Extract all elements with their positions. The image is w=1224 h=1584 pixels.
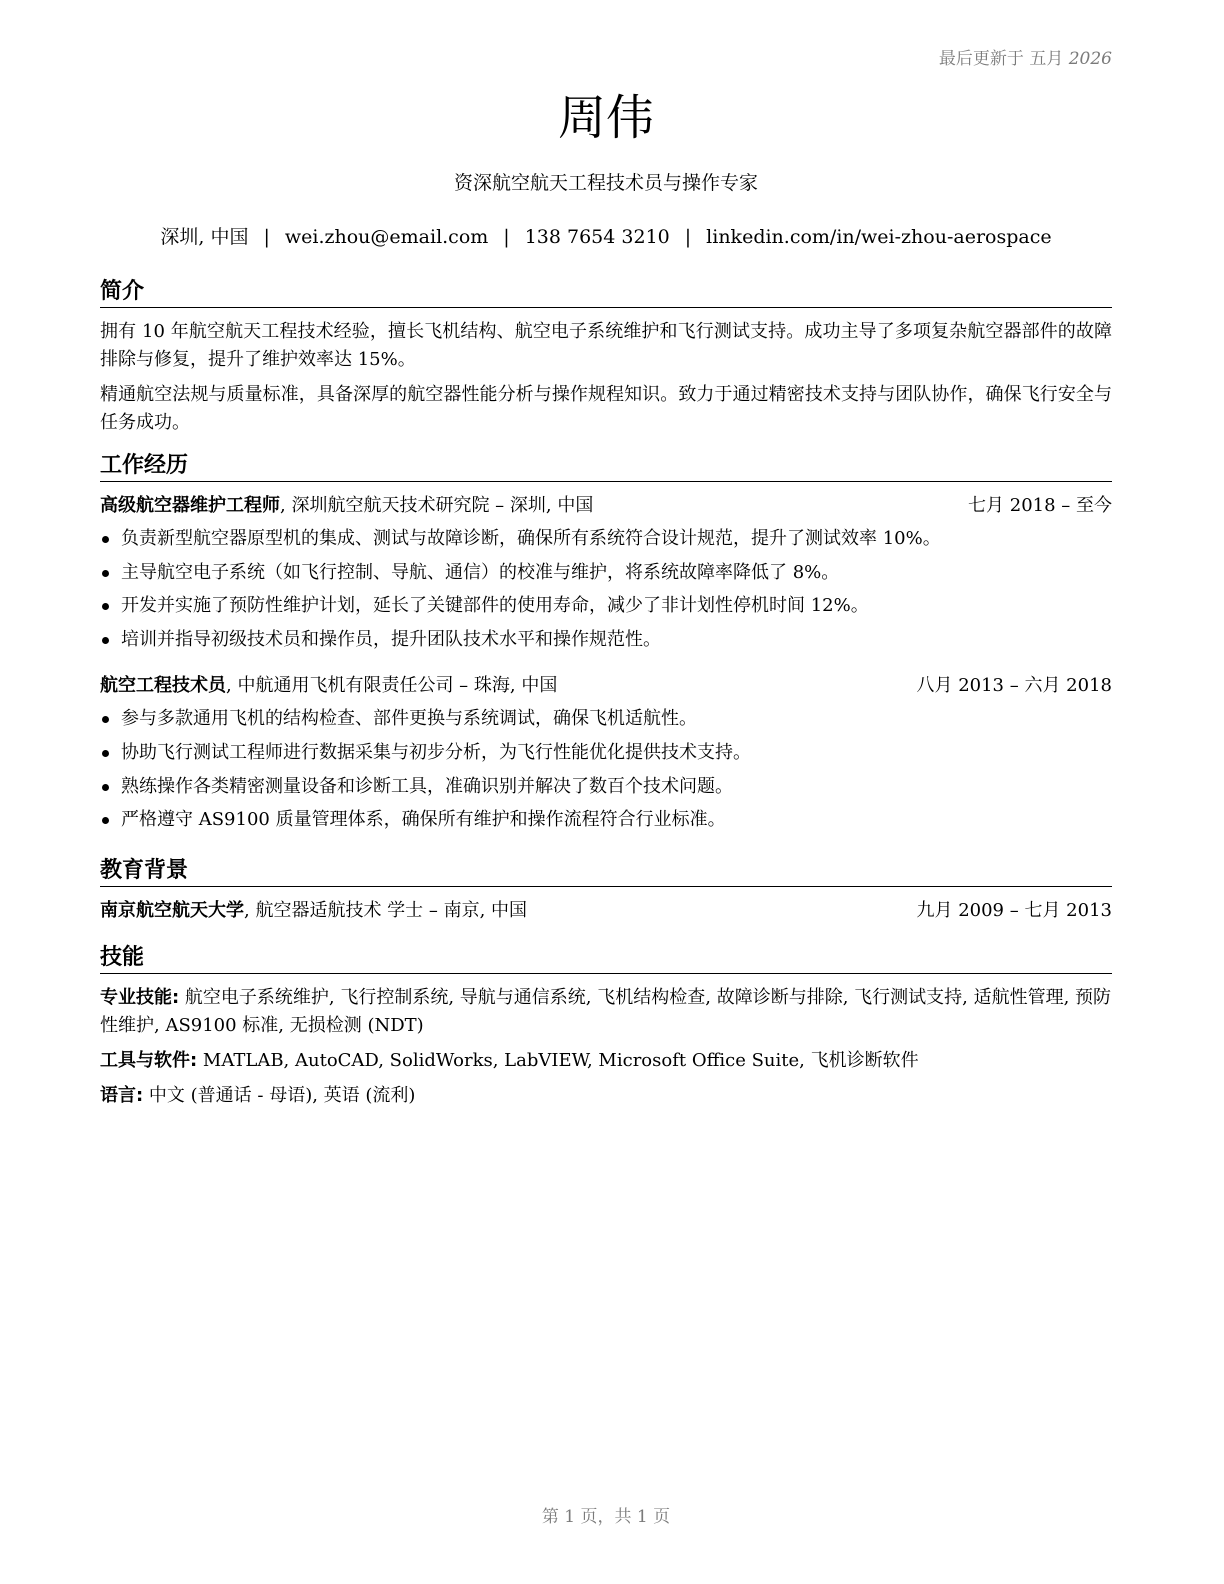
education-section [100,857,1112,925]
job-bullet: 开发并实施了预防性维护计划，延长了关键部件的使用寿命，减少了非计划性停机时间 12%。 [100,589,1112,623]
job-title: 高级航空器维护工程师 [100,495,280,516]
job-header [100,492,1112,520]
skill-label: 专业技能: [100,987,180,1008]
job-org: , 深圳航空航天技术研究院 – 深圳, 中国 [280,495,594,516]
skill-label: 语言: [100,1085,144,1106]
education-school: 南京航空航天大学 [100,900,244,921]
job-title: 航空工程技术员 [100,675,226,697]
job-header [100,672,1112,700]
contact-separator: | [263,226,270,248]
contact-location: 深圳, 中国 [160,226,249,248]
contact-separator: | [503,226,510,248]
resume-page [100,0,1112,1584]
section-title-summary: 简介 [100,278,1112,308]
job-bullet: 负责新型航空器原型机的集成、测试与故障诊断，确保所有系统符合设计规范，提升了测试效率 10%。 [100,522,1112,556]
summary-section [100,278,1112,444]
contact-phone: 138 7654 3210 [524,226,670,248]
contact-linkedin-link[interactable]: linkedin.com/in/wei-zhou-aerospace [706,226,1052,248]
section-title-skills: 技能 [100,944,1112,974]
job-dates: 七月 2018 – 至今 [968,495,1112,516]
last-updated [939,44,1112,69]
candidate-headline: 资深航空航天工程技术员与操作专家 [453,172,758,194]
education-school-degree [100,897,527,925]
candidate-name: 周伟 [557,90,654,146]
summary-paragraph: 精通航空法规与质量标准，具备深厚的航空器性能分析与操作规程知识。致力于通过精密技术支持与团队协作，确保飞行安全与任务成功。 [100,384,1112,433]
skill-value: 中文 (普通话 - 母语), 英语 (流利) [143,1085,416,1106]
skill-label: 工具与软件: [100,1050,198,1071]
skill-value: 航空电子系统维护, 飞行控制系统, 导航与通信系统, 飞机结构检查, 故障诊断与排除, 飞行测试支持, 适航性管理, 预防性维护, AS9100 标准, 无损检测 (NDT) [100,987,1112,1036]
experience-section [100,452,1112,837]
contact-line [100,224,1112,250]
job-bullet: 培训并指导初级技术员和操作员，提升团队技术水平和操作规范性。 [100,623,1112,657]
contact-separator: | [684,226,692,248]
job-dates: 八月 2013 – 六月 2018 [916,675,1112,697]
contact-email-link[interactable]: wei.zhou@email.com [284,226,489,248]
job-bullet-list [100,522,1112,656]
skill-value: MATLAB, AutoCAD, SolidWorks, LabVIEW, Microsoft Office Suite, 飞机诊断软件 [197,1050,919,1071]
page-footer: 第 1 页，共 1 页 [541,1507,671,1527]
job-bullet-list [100,702,1112,836]
job-org: , 中航通用飞机有限责任公司 – 珠海, 中国 [226,675,558,697]
job-bullet: 主导航空电子系统（如飞行控制、导航、通信）的校准与维护，将系统故障率降低了 8%。 [100,556,1112,590]
education-detail: , 航空器适航技术 学士 – 南京, 中国 [244,900,528,921]
skill-line [100,984,1112,1040]
summary-paragraph: 拥有 10 年航空航天工程技术经验，擅长飞机结构、航空电子系统维护和飞行测试支持。成功主导了多项复杂航空器部件的故障排除与修复，提升了维护效率达 15%。 [100,321,1112,370]
section-title-education: 教育背景 [100,857,1112,887]
job-title-org [100,492,593,520]
last-updated-year: 2026 [1068,49,1112,69]
job-title-org [100,672,557,700]
job-bullet: 参与多款通用飞机的结构检查、部件更换与系统调试，确保飞机适航性。 [100,702,1112,736]
job-bullet: 协助飞行测试工程师进行数据采集与初步分析，为飞行性能优化提供技术支持。 [100,736,1112,770]
section-title-experience: 工作经历 [100,452,1112,482]
skill-line [100,1047,1112,1075]
job-bullet: 熟练操作各类精密测量设备和诊断工具，准确识别并解决了数百个技术问题。 [100,770,1112,804]
education-dates: 九月 2009 – 七月 2013 [916,900,1112,921]
job-entry [100,492,1112,656]
job-bullet: 严格遵守 AS9100 质量管理体系，确保所有维护和操作流程符合行业标准。 [100,803,1112,837]
education-entry [100,897,1112,925]
job-entry [100,672,1112,836]
skills-section [100,944,1112,1117]
last-updated-prefix: 最后更新于 五月 [938,49,1064,69]
skill-line [100,1082,1112,1110]
